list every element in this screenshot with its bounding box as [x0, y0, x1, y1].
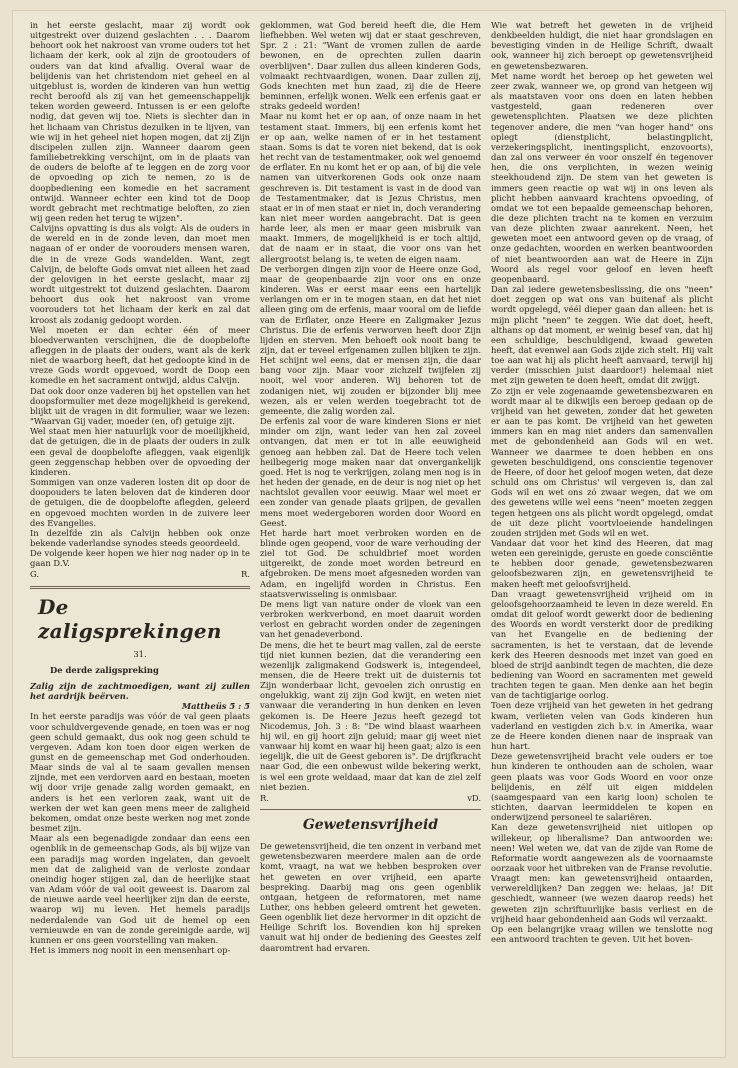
- paragraph: Wel moeten er dan echter één of meer bloedverwanten verschijnen, die de doopbelofte afleggen in de plaats der ouders, want als de kerk niet de waarborg heeft, dat het gedoopte kind in de vreze Gods wordt opgevoed, wordt de Doop een komedie en het sacrament ontwijd, aldus Calvijn.: [30, 324, 250, 386]
- paragraph: Dan zal iedere gewetensbeslissing, die ons "neen" doet zeggen op wat ons van buitenaf als plicht wordt opgelegd, véél dieper gaan dan alleen: het is mijn plicht "neen" te zeggen. Wie dat doet, heeft, althans op dat moment, er weinig besef van, dat hij een schuldige, beschuldigend, kwaad geweten heeft, dat evenwel aan Gods zijde zich stelt. Hij valt toe aan wat hij als plicht heeft aanvaard, terwijl hij verder (misschien juist daardoor!) helemaal niet met zijn geweten te doen heeft, omdat dit zwijgt.: [491, 284, 713, 386]
- paragraph: Zo zijn er vele zogenaamde gewetensbezwaren en wordt maar al te dikwijls een beroep gedaan op de vrijheid van het geweten, zonder dat het geweten er aan te pas komt. De vrijheid van het geweten immers kan en mag niet anders dan samenvallen met de gebondenheid aan Gods wil en wet. Wanneer we daarmee te doen hebben en ons geweten beschuldigend, ons conscientie tegenover de Heere, of door het geloof mogen weten, dat deze schuld ons om Christus' wil vergeven is, dan zal Gods wil en wet ons zó zwaar wegen, dat we om des gewetens wille wel eens "neen" moeten zeggen tegen hetgeen ons als plicht wordt opgelegd, omdat de uit deze plicht voortvloeiende handelingen zouden strijden met Gods wil en wet.: [491, 385, 713, 538]
- paragraph: Het is immers nog nooit in een mensenhart op-: [30, 944, 231, 955]
- paragraph: Maar nu komt het er op aan, of onze naam in het testament staat. Immers, bij een erfenis komt het er op aan, welke namen of er in het testament staan. Soms is dat te voren niet bekend, dat is ook het recht van de testamentmaker, ook wel genoemd de erflater. En nu komt het er op aan, of bij die vele namen van uitverkorenen Gods ook onze naam geschreven is. Dit testament is vast in de dood van de Testamentmaker, dat is Jezus Christus, men staat er in of men staat er niet in, doch verandering kan niet meer worden aangebracht. Dat is geen harde leer, als men er maar geen misbruik van maakt. Immers, de mogelijkheid is er toch altijd, dat de naam er in staat, die voor ons van het allergrootst belang is, te weten de eigen naam.: [260, 111, 481, 264]
- paragraph: De gewetensvrijheid, die ten onzent in verband met gewetensbezwaren meerdere malen aan de orde komt, vraagt, na wat we hebben besproken over het geweten en over vrijheid, een aparte bespreking. Daarbij mag ons geen ogenblik ontgaan, hetgeen de reformatoren, met name Luther, ons hebben geleerd omtrent het geweten. Geen ogenblik liet deze hervormer in dit opzicht de Heilige Schrift los. Bovendien kon hij spreken vanuit wat hij onder de bediening des Geestes zelf daaromtrent had ervaren.: [260, 841, 481, 953]
- paragraph: De mens, die het te beurt mag vallen, zal de eerste tijd niet kunnen bezien, dat die verandering een wezenlijk zaligmakend Godswerk is, integendeel, mensen, die de Heere trekt uit de duisternis tot Zijn wonderbaar licht, gevoelen zich onrustig en ongelukkig, want zij zijn God kwijt, en weten niet vanwaar die verandering in hun denken en leven gekomen is. De Heere Jezus heeft gezegd tot Nicodemus, Joh. 3 : 8: "De wind blaast waarheen hij wil, en gij hoort zijn geluid; maar gij weet niet vanwaar hij komt en waar hij heen gaat; alzo is een iegelijk, die uit de Geest geboren is". De drijfkracht naar God, die een onbewust wilde bekering werkt, is wel een grote weldaad, maar dat kan de ziel zelf niet bezien.: [260, 639, 481, 792]
- paragraph: Vandaar dat voor het kind des Heeren, dat mag weten een gereinigde, geruste en goede consciëntie te hebben door genade, gewetensbezwaren geloofsbezwaren zijn, en gewetensvrijheid te maken heeft met geloofsvrijheid.: [491, 537, 713, 589]
- signature-line: [30, 569, 250, 579]
- bible-reference: Mattheüs 5 : 5: [181, 701, 250, 712]
- signature-right: R.: [241, 569, 250, 580]
- article-number: 31.: [133, 648, 147, 659]
- section-heading-gewetensvrijheid: Gewetensvrijheid: [302, 817, 439, 834]
- paragraph: De volgende keer hopen we hier nog nader op in te gaan D.V.: [30, 548, 250, 569]
- signature-left: G.: [30, 569, 40, 580]
- paragraph: in het eerste geslacht, maar zij wordt ook uitgestrekt over duizend geslachten . . . Daarom behoort ook het nakroost van vrome ouders tot het lichaam der kerk, ook al zijn de grootouders of ouders van dat kind afvallig. Overal waar de belijdenis van het christendom niet geheel en al uitgeblust is, worden de kinderen van hun wettig recht beroofd als zij van het gemeenschappelijk teken worden geweerd. Intussen is er een gelofte nodig, dat geven wij toe. Niets is slechter dan in het lichaam van Christus dezulken in te lijven, van wie wij in het geheel niet hopen mogen, dat zij Zijn discipelen zullen zijn. Wanneer daarom geen familiebetrekking verschijnt, om in de plaats van de ouders de belofte af te leggen en de zorg voor de opvoeding op zich te nemen, zo is de doopbediening een komedie en het sacrament ontwijd. Wanneer echter een kind tot de Doop wordt gebracht met rechtmatige beloften, zo zien wij geen reden het terug te wijzen".: [30, 20, 250, 223]
- paragraph: Maar als een begenadigde zondaar dan eens een ogenblik in de gemeenschap Gods, als bij wijze van een paradijs mag worden ingelaten, dan gevoelt men dat de zaligheid van de verloste zondaar oneindig hoger stijgen zal, dan de heerlijke staat van Adam vóór de val ooit geweest is. Daarom zal de nieuwe aarde veel heerlijker zijn dan de eerste, waarop wij nu leven. Het hemels paradijs nederdalende van God uit de hemel op een vernieuwde en van de zonde gereinigde aarde, wij kunnen er ons geen voorstelling van maken.: [30, 833, 250, 945]
- section-heading-zaligsprekingen: De zaligsprekingen: [38, 594, 222, 643]
- section-divider: [30, 586, 250, 589]
- paragraph: Calvijns opvatting is dus als volgt: Als de ouders in de wereld en in de zonde leven, dan moet men nagaan of er onder de voorouders mensen waren, die in de vreze Gods wandelden. Want, zegt Calvijn, de belofte Gods omvat niet alleen het zaad der gelovigen in het eerste geslacht, maar zij wordt uitgestrekt tot duizend geslachten. Daarom behoort dus ook het nakroost van vrome voorouders tot het lichaam der kerk en zal dat kroost als zodanig gedoopt worden.: [30, 223, 250, 325]
- paragraph: Wel staat men hier natuurlijk voor de moeilijkheid, dat de getuigen, die in de plaats der ouders in zulk een geval de doopbelofte afleggen, vaak eigenlijk geen zeggenschap hebben over de opvoeding der kinderen.: [30, 426, 250, 477]
- article-subtitle: De derde zaligspreking: [50, 664, 159, 675]
- motto-quote: Zalig zijn de zachtmoedigen, want zij zullen het aardrijk beërven.: [30, 680, 250, 702]
- paragraph: Deze gewetensvrijheid bracht vele ouders er toe hun kinderen te onthouden aan de scholen, waar geen plaats was voor Gods Woord en voor onze belijdenis, en zélf uit eigen middelen (saamgespaard van een karig loon) scholen te stichten, daarvan leermiddelen te kopen en onderwijzend personeel te salariëren.: [491, 751, 713, 823]
- paragraph: De erfenis zal voor de ware kinderen Sions er niet minder om zijn, want ieder van hen zal zoveel ontvangen, dat men er tot in alle eeuwigheid genoeg aan hebben zal. Dat de Heere toch velen heilbegerig moge maken naar dat onvergankelijk goed. Het is nog te verkrijgen, zolang men nog is in het heden der genade, en de deur is nog niet op het nachtslot gevallen voor eeuwig. Maar wel moet er een zonder van genade plaats grijpen, de gevallen mens moet wedergeboren worden door Woord en Geest.: [260, 416, 481, 528]
- paragraph: In dezelfde zin als Calvijn hebben ook onze bekende vaderlandse synodes steeds geoordeeld.: [30, 527, 250, 548]
- paragraph: Wie wat betreft het geweten in de vrijheid denkbeelden huldigt, die niet haar grondslagen en bevestiging vinden in de Heilige Schrift, dwaalt ook, wanneer hij zich beroept op gewetensvrijheid en gewetensbezwaren.: [491, 20, 713, 71]
- paragraph: Dan vraagt gewetensvrijheid vrijheid om in geloofsgehoorzaamheid te leven in deze wereld. En omdat dit geloof wordt gewerkt door de bediening des Woords en wordt versterkt door de prediking van het Evangelie en de bediening der sacramenten, is het te verstaan, dat de levende kerk des Heeren desnoods met inzet van goed en bloed de strijd aanbindt tegen de machten, die deze bediening van Woord en sacramenten met geweld trachten tegen te gaan. Men denke aan het begin van de tachtigjarige oorlog.: [491, 588, 713, 701]
- column-middle: [260, 20, 481, 1050]
- paragraph: Sommigen van onze vaderen losten dit op door de doopouders te laten beloven dat de kinderen door de getuigen, die de doopbelofte aflegden, geleerd en opgevoed mochten worden in de zuivere leer des Evangelies.: [30, 477, 250, 528]
- paragraph: Op een belangrijke vraag willen we tenslotte nog een antwoord trachten te geven. Uit het boven-: [491, 923, 713, 945]
- paragraph: Kan deze gewetensvrijheid niet uitlopen op willekeur, op liberalisme? Dan antwoorden we: neen! Wel weten we, dat van de zijde van Rome de Reformatie wordt aangewezen als de voornaamste oorzaak voor het uitbreken van de Franse revolutie.: [491, 822, 713, 873]
- paragraph: Vraagt men: kan gewetensvrijheid ontaarden, verwereldlijken? Dan zeggen we: helaas, ja! Dit geschiedt, wanneer (we wezen daarop reeds) het geweten zijn schriftuurlijke basis verliest en de vrijheid haar gebondenheid aan Gods wil verzaakt.: [491, 873, 713, 924]
- newspaper-page: [12, 10, 726, 1058]
- paragraph: Toen deze vrijheid van het geweten in het gedrang kwam, verlieten velen van Gods kinderen hun vaderland en vestigden zich b.v. in Amerika, waar ze de Heere konden dienen naar de inspraak van hun hart.: [491, 700, 713, 752]
- paragraph: In het eerste paradijs was vóór de val geen plaats voor schuldvergevende genade, en toen was er nog geen schuld gemaakt, dus ook nog geen schuld te vergeven. Adam kon toen door eigen werken de gunst en de gemeenschap met God onderhouden. Maar sinds de val al te saam gevallen mensen zijnde, met een verdorven aard en bestaan, moeten wij door vrije genade zalig worden gemaakt, en anders is het een verloren zaak, want uit de werken der wet kan geen mens meer de zaligheid bekomen, omdat onze beste werken nog met zonde besmet zijn.: [30, 711, 250, 834]
- paragraph: Met name wordt het beroep op het geweten wel zeer zwak, wanneer we, op grond van hetgeen wij als maatstaven voor ons doen en laten hebben vastgesteld, gaan redeneren over gewetensplichten. Plaatsen we deze plichten tegenover andere, die men "van hoger hand" ons oplegt (dienstplicht, belastingplicht, verzekeringsplicht, inentingsplicht, enzovoorts), dan zal ons verweer én voor onszelf én tegenover hen, die ons verplichten, in wezen weinig steekhoudend zijn. De stem van het geweten is immers geen reactie op wat wij in ons leven als plicht hebben aanvaard krachtens opvoeding, of omdat we tot een bepaalde gemeenschap behoren, die deze plichten tracht na te komen en verzuim van deze plichten zwaar aanrekent. Neen, het geweten moet een antwoord geven op de vraag, of onze gedachten, woorden en werken beantwoorden of niet beantwoorden aan wat de Heere in Zijn Woord als regel voor geloof en leven heeft geopenbaard.: [491, 70, 713, 284]
- signature-line: [260, 793, 481, 803]
- signature-left: R.: [260, 792, 269, 803]
- paragraph: Dat ook door onze vaderen bij het opstellen van het doopsformulier met deze mogelijkheid is gerekend, blijkt uit de vragen in dit formulier, waar we lezen: "Waarvan Gij vader, moeder (en, of) getuige zijt.: [30, 385, 250, 427]
- column-right: [491, 20, 713, 1050]
- paragraph: Het harde hart moet verbroken worden en de blinde ogen geopend, voor de ware verhouding der ziel tot God. De schuldbrief moet worden uitgereikt, de zonde moet worden betreurd en afgebroken. De mens moet afgesneden worden van Adam, en ingelijfd worden in Christus. Een staatsverwisseling is onmisbaar.: [260, 527, 481, 599]
- signature-right: vD.: [467, 792, 481, 803]
- paragraph: geklommen, wat God bereid heeft die, die Hem liefhebben. Wel weten wij dat er staat geschreven, Spr. 2 : 21: "Want de vromen zullen de aarde bewonen, en de oprechten zullen daarin overblijven". Daar zullen dus alleen kinderen Gods, volmaakt rechtvaardigen, wonen. Daar zullen zij, Gods knechten met hun zaad, zij die de Heere beminnen, erfelijk wonen. Welk een erfenis gaat er straks gedeeld worden!: [260, 20, 481, 112]
- paragraph: De mens ligt van nature onder de vloek van een verbroken werkverbond, en moet daaruit worden verlost en gebracht worden onder de zegeningen van het genadeverbond.: [260, 598, 481, 640]
- paragraph: De verborgen dingen zijn voor de Heere onze God, maar de geopenbaarde zijn voor ons en onze kinderen. Was er eerst maar eens een hartelijk verlangen om er in te mogen staan, en dat het niet alleen ging om de erfenis, maar vooral om de liefde van de Erflater, onze Heere en Zaligmaker Jezus Christus. Die de erfenis verworven heeft door Zijn lijden en sterven. Men behoeft ook nooit bang te zijn, dat er teveel erfgenamen zullen blijken te zijn. Het schijnt wel eens, dat er mensen zijn, die daar bang voor zijn. Maar voor zichzelf twijfelen zij nooit, wel voor anderen. Wij behoren tot de zodanigen niet, wij zouden er bijzonder blij mee wezen, als er velen werden toegebracht tot de gemeente, die zalig worden zal.: [260, 263, 481, 416]
- section-divider: [260, 809, 481, 810]
- column-left: [30, 20, 250, 1050]
